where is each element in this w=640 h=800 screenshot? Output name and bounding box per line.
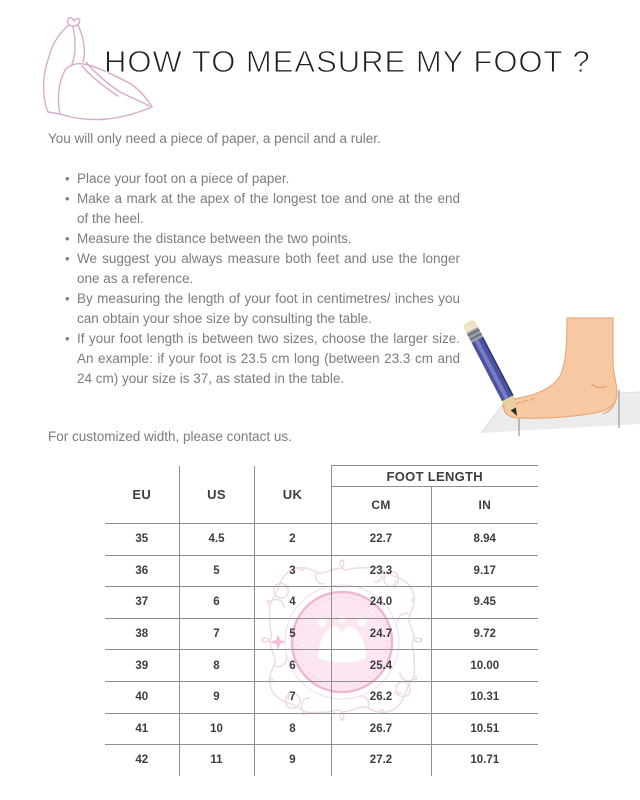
size-cell-eu: 39 (105, 650, 179, 682)
table-row (105, 650, 538, 682)
size-cell-eu: 42 (105, 745, 179, 776)
table-row (105, 618, 538, 650)
size-table (105, 465, 538, 776)
size-cell-us: 4.5 (179, 524, 254, 556)
table-row (105, 681, 538, 713)
size-cell-eu: 35 (105, 524, 179, 556)
size-cell-uk: 7 (254, 681, 331, 713)
column-header-eu: EU (132, 486, 152, 502)
size-cell-in: 9.72 (431, 618, 538, 650)
size-cell-us: 11 (179, 745, 254, 776)
size-cell-us: 5 (179, 555, 254, 587)
size-cell-uk: 4 (254, 587, 331, 619)
size-table-body (105, 524, 538, 776)
size-cell-uk: 9 (254, 745, 331, 776)
size-cell-in: 10.00 (431, 650, 538, 682)
instruction-item: • Measure the distance between the two points. (64, 229, 460, 249)
size-cell-us: 9 (179, 681, 254, 713)
size-cell-cm: 24.7 (331, 618, 431, 650)
instruction-item: • By measuring the length of your foot in centimetres/ inches you can obtain your shoe size by consulting the table. (64, 289, 460, 329)
size-cell-eu: 38 (105, 618, 179, 650)
size-cell-uk: 2 (254, 524, 331, 556)
page-title: HOW TO MEASURE MY FOOT ? (104, 44, 591, 79)
size-cell-in: 8.94 (431, 524, 538, 556)
instruction-list (64, 169, 460, 389)
table-row (105, 555, 538, 587)
table-row (105, 745, 538, 776)
size-cell-in: 10.71 (431, 745, 538, 776)
size-cell-cm: 23.3 (331, 555, 431, 587)
contact-note: For customized width, please contact us. (48, 429, 292, 444)
size-cell-cm: 27.2 (331, 745, 431, 776)
instruction-item: • Place your foot on a piece of paper. (64, 169, 460, 189)
size-cell-cm: 26.2 (331, 681, 431, 713)
size-cell-in: 9.17 (431, 555, 538, 587)
size-cell-us: 8 (179, 650, 254, 682)
table-row (105, 713, 538, 745)
instruction-item: • We suggest you always measure both feet and use the longer one as a reference. (64, 249, 460, 289)
size-cell-eu: 41 (105, 713, 179, 745)
column-header-uk: UK (254, 466, 331, 524)
size-cell-cm: 26.7 (331, 713, 431, 745)
size-cell-in: 10.51 (431, 713, 538, 745)
size-cell-uk: 8 (254, 713, 331, 745)
table-row (105, 524, 538, 556)
column-header-us: US (179, 466, 254, 524)
intro-text: You will only need a piece of paper, a pencil and a ruler. (48, 131, 381, 146)
size-cell-eu: 40 (105, 681, 179, 713)
size-cell-us: 10 (179, 713, 254, 745)
size-cell-uk: 5 (254, 618, 331, 650)
size-cell-uk: 6 (254, 650, 331, 682)
column-header-foot-length: FOOT LENGTH (331, 466, 538, 487)
column-header-in: IN (431, 487, 538, 524)
foot-pencil-illustration (453, 312, 640, 451)
size-cell-in: 10.31 (431, 681, 538, 713)
column-header-cm: CM (331, 487, 431, 524)
size-cell-in: 9.45 (431, 587, 538, 619)
table-header-row (105, 466, 538, 487)
size-cell-cm: 25.4 (331, 650, 431, 682)
size-cell-uk: 3 (254, 555, 331, 587)
size-cell-cm: 24.0 (331, 587, 431, 619)
instruction-item: • If your foot length is between two sizes, choose the larger size. An example: if your foot is 23.5 cm long (between 23.3 cm and 24 cm) your size is 37, as stated in the table. (64, 329, 460, 389)
size-cell-cm: 22.7 (331, 524, 431, 556)
size-cell-eu: 36 (105, 555, 179, 587)
size-cell-us: 7 (179, 618, 254, 650)
instruction-item: • Make a mark at the apex of the longest toe and one at the end of the heel. (64, 189, 460, 229)
size-cell-us: 6 (179, 587, 254, 619)
table-row (105, 587, 538, 619)
size-cell-eu: 37 (105, 587, 179, 619)
